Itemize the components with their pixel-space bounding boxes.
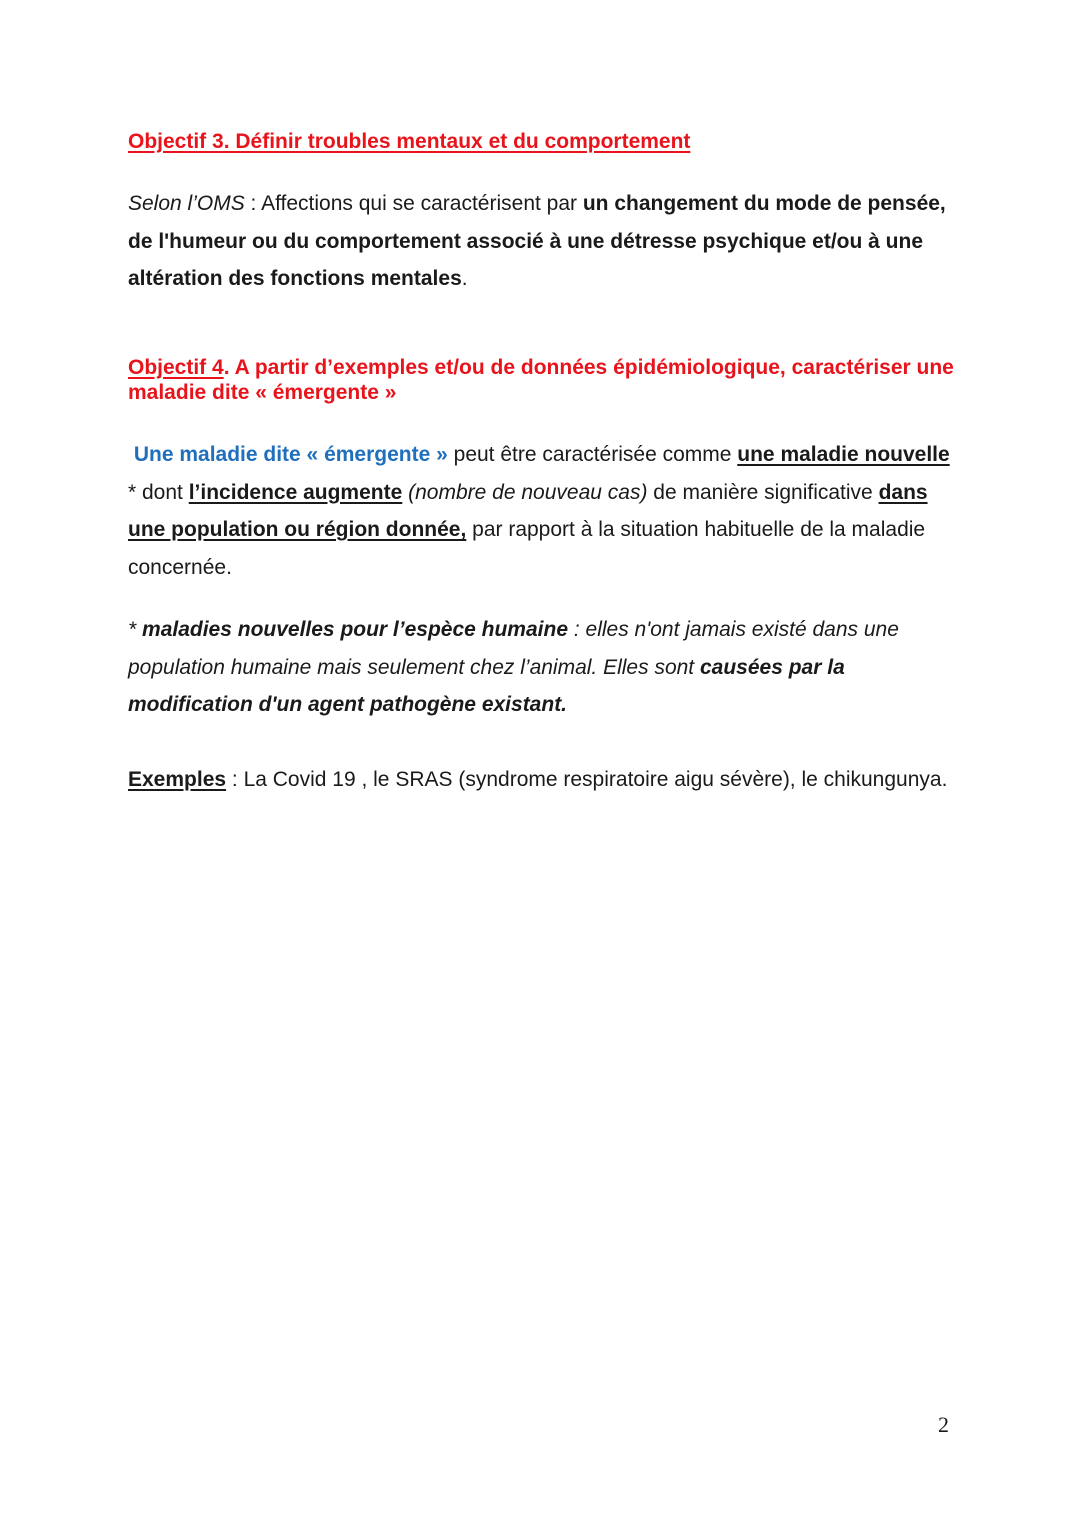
definition-bold: un changement du mode de pensée, de l'humeur ou du comportement associé à une détresse psychique et/ou à une altération des fonctions mentales	[128, 192, 946, 290]
page-number: 2	[938, 1412, 949, 1437]
note-star: *	[128, 618, 143, 641]
para-text-1: peut être caractérisée comme	[447, 443, 738, 466]
examples-paragraph	[128, 761, 958, 799]
definition-source: Selon l’OMS	[128, 192, 245, 215]
para-text-4: de manière significative	[647, 480, 879, 504]
note-bold-2: causées par la modification d'un agent pathogène existant.	[128, 655, 845, 716]
para-underline-3: dans une population ou région donnée,	[128, 480, 928, 541]
nouvelles-note	[128, 611, 958, 724]
para-underline-1: une maladie nouvelle	[737, 443, 950, 466]
note-text: : elles n'ont jamais existé dans une population humaine mais seulement chez l’animal. Elles sont	[128, 618, 899, 679]
objectif-4-title: . A partir d’exemples et/ou de données épidémiologique, caractériser une maladie dite « émergente »	[128, 356, 954, 404]
objectif-4-number: Objectif 4	[128, 356, 224, 379]
para-text-5: par rapport à la situation habituelle de la maladie concernée.	[128, 518, 926, 579]
emergente-paragraph	[128, 436, 958, 586]
objectif-3-definition	[128, 185, 958, 298]
examples-label: Exemples	[128, 768, 227, 791]
objectif-3-heading: Objectif 3. Définir troubles mentaux et du comportement	[128, 130, 691, 153]
definition-intro: Affections qui se caractérisent par	[261, 192, 583, 215]
definition-end: .	[461, 267, 468, 290]
note-bold-1: maladies nouvelles pour l’espèce humaine	[142, 618, 569, 641]
para-parenthetical: (nombre de nouveau cas)	[408, 480, 648, 504]
emergente-term: Une maladie dite « émergente »	[133, 443, 448, 466]
para-text-2: * dont	[128, 480, 189, 504]
para-underline-2: l’incidence augmente	[188, 480, 403, 504]
objectif-4-heading	[128, 355, 958, 405]
examples-text: : La Covid 19 , le SRAS (syndrome respiratoire aigu sévère), le chikungunya.	[226, 768, 948, 791]
definition-separator: :	[244, 192, 262, 215]
